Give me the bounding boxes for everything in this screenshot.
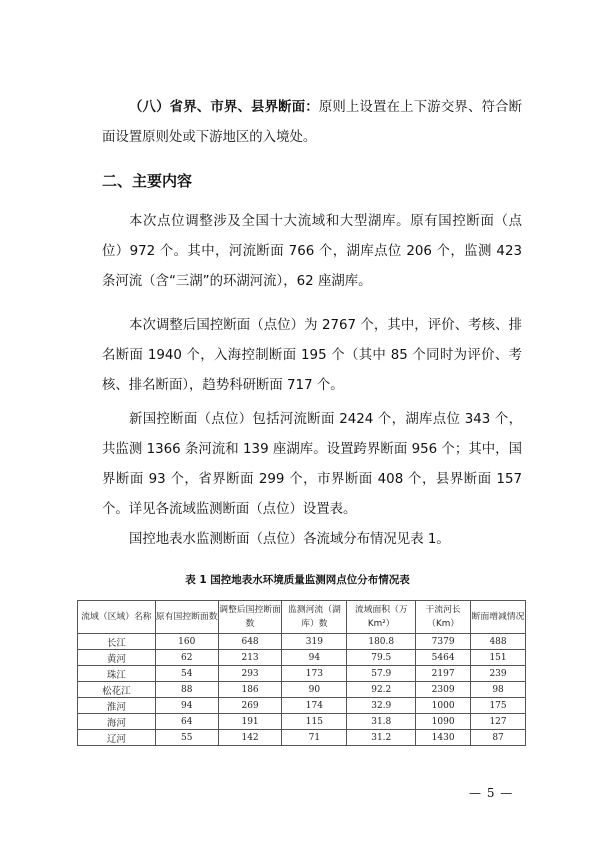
paragraph-after-adjustment: 本次调整后国控断面（点位）为 2767 个，其中，评价、考核、排名断面 1940 个，入海控制断面 195 个（其中 85 个同时为评价、考核、排名断面），趋势科研断面 717 个。: [102, 318, 522, 393]
cell-adjusted: 648: [218, 634, 282, 650]
cell-change: 175: [471, 698, 526, 714]
header-section-change: 断面增减情况: [471, 601, 526, 634]
cell-rivers: 90: [282, 682, 347, 698]
cell-area: 57.9: [347, 666, 416, 682]
cell-change: 87: [471, 730, 526, 746]
cell-original: 54: [155, 666, 218, 682]
cell-area: 31.2: [347, 730, 416, 746]
cell-rivers: 71: [282, 730, 347, 746]
cell-area: 79.5: [347, 650, 416, 666]
cell-basin: 珠江: [78, 666, 156, 682]
header-original-count: 原有国控断面数: [155, 601, 218, 634]
cell-length: 1090: [416, 714, 471, 730]
cell-adjusted: 142: [218, 730, 282, 746]
cell-change: 127: [471, 714, 526, 730]
cell-original: 64: [155, 714, 218, 730]
cell-basin: 黄河: [78, 650, 156, 666]
cell-original: 88: [155, 682, 218, 698]
cell-original: 55: [155, 730, 218, 746]
cell-change: 239: [471, 666, 526, 682]
cell-basin: 松花江: [78, 682, 156, 698]
section-eight-label: （八）省界、市界、县界断面：: [129, 100, 319, 115]
cell-rivers: 115: [282, 714, 347, 730]
cell-basin: 海河: [78, 714, 156, 730]
table-caption: 表 1 国控地表水环境质量监测网点位分布情况表: [185, 574, 410, 586]
cell-area: 180.8: [347, 634, 416, 650]
cell-rivers: 319: [282, 634, 347, 650]
cell-adjusted: 293: [218, 666, 282, 682]
cell-adjusted: 269: [218, 698, 282, 714]
cell-original: 160: [155, 634, 218, 650]
table-row: [78, 714, 526, 730]
cell-length: 2197: [416, 666, 471, 682]
table-row: [78, 682, 526, 698]
cell-change: 151: [471, 650, 526, 666]
distribution-table: [77, 600, 526, 746]
cell-original: 62: [155, 650, 218, 666]
cell-length: 7379: [416, 634, 471, 650]
paragraph-new-sections: 新国控断面（点位）包括河流断面 2424 个，湖库点位 343 个，共监测 1366 条河流和 139 座湖库。设置跨界断面 956 个；其中，国界断面 93 个，省界断面 299 个，市界断面 408 个，县界断面 157 个。详见各流域监测断面（点位）设置表。: [102, 412, 522, 517]
cell-length: 1000: [416, 698, 471, 714]
table-header-row: [78, 601, 526, 634]
table-row: [78, 634, 526, 650]
cell-length: 2309: [416, 682, 471, 698]
cell-change: 98: [471, 682, 526, 698]
cell-area: 32.9: [347, 698, 416, 714]
table-row: [78, 666, 526, 682]
header-basin-name: 流域（区域）名称: [78, 601, 156, 634]
cell-adjusted: 186: [218, 682, 282, 698]
table-row: [78, 730, 526, 746]
cell-length: 5464: [416, 650, 471, 666]
cell-rivers: 94: [282, 650, 347, 666]
header-main-river-length: 干流河长（Km）: [416, 601, 471, 634]
cell-area: 31.8: [347, 714, 416, 730]
table-row: [78, 650, 526, 666]
page-number: — 5 —: [469, 786, 514, 800]
header-basin-area: 流域面积（万 Km²）: [347, 601, 416, 634]
cell-change: 488: [471, 634, 526, 650]
header-adjusted-count: 调整后国控断面数: [218, 601, 282, 634]
section-heading-main-content: 二、主要内容: [102, 172, 193, 190]
paragraph-table-reference: 国控地表水监测断面（点位）各流域分布情况见表 1。: [129, 532, 450, 547]
section-eight-text: 原则上设置在上下游交界、符合断面设置原则处或下游地区的入境处。: [102, 100, 523, 145]
cell-original: 94: [155, 698, 218, 714]
cell-basin: 淮河: [78, 698, 156, 714]
header-monitored-rivers: 监测河流（湖库）数: [282, 601, 347, 634]
cell-area: 92.2: [347, 682, 416, 698]
cell-length: 1430: [416, 730, 471, 746]
paragraph-adjustment-overview: 本次点位调整涉及全国十大流域和大型湖库。原有国控断面（点位）972 个。其中，河流断面 766 个，湖库点位 206 个，监测 423 条河流（含“三湖”的环湖河流），62 座湖库。: [102, 214, 522, 289]
cell-rivers: 174: [282, 698, 347, 714]
table-row: [78, 698, 526, 714]
cell-adjusted: 213: [218, 650, 282, 666]
cell-basin: 长江: [78, 634, 156, 650]
cell-adjusted: 191: [218, 714, 282, 730]
cell-rivers: 173: [282, 666, 347, 682]
cell-basin: 辽河: [78, 730, 156, 746]
section-eight-paragraph: [102, 93, 522, 153]
